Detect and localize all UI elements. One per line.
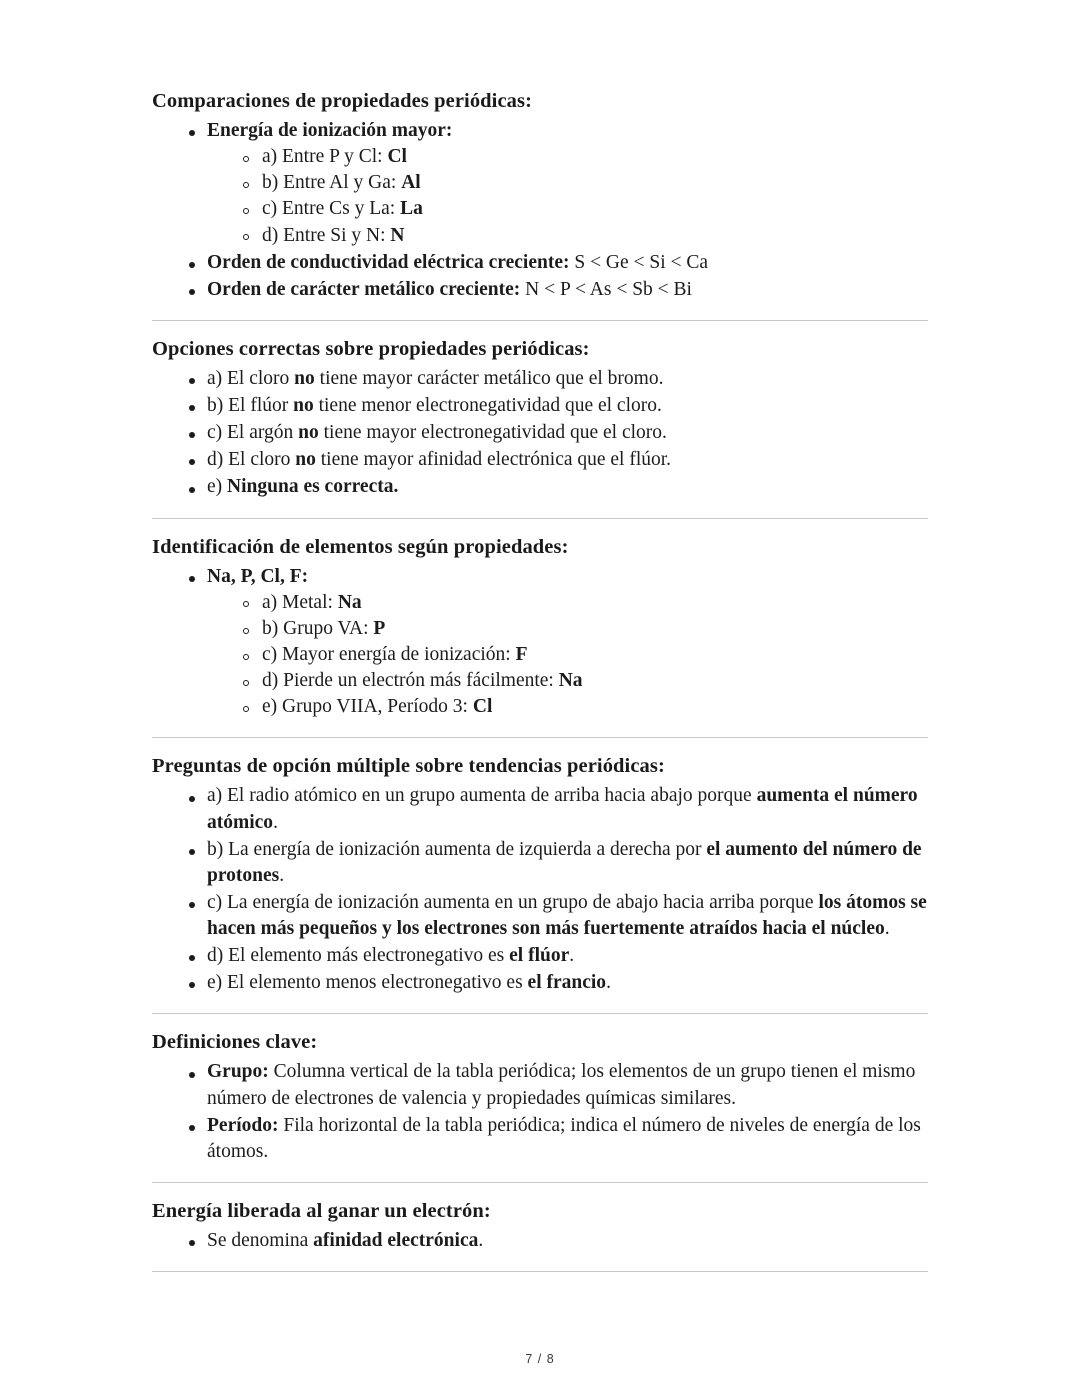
option-suffix: .	[569, 945, 575, 967]
option-emphasis: Ninguna es correcta.	[227, 476, 399, 498]
bullet-disc-icon	[189, 955, 195, 961]
option-prefix: a) El radio atómico en un grupo aumenta de arriba hacia abajo porque	[207, 785, 757, 807]
option-emphasis: no	[293, 395, 314, 417]
definition-term: Período:	[207, 1114, 279, 1136]
option-prefix: a) El cloro	[207, 367, 295, 389]
option-prefix: e)	[207, 476, 228, 498]
sub-item-answer: Na	[558, 670, 583, 692]
option-prefix: e) El elemento menos electronegativo es	[207, 972, 528, 994]
option-suffix: .	[279, 864, 285, 886]
list-item	[152, 277, 928, 303]
option-emphasis: afinidad electrónica	[313, 1230, 479, 1252]
section-heading: Opciones correctas sobre propiedades periódicas:	[152, 337, 590, 360]
list-item	[152, 1228, 928, 1254]
section-heading: Identificación de elementos según propiedades:	[152, 535, 569, 558]
list-item	[152, 393, 928, 419]
sub-item-answer: P	[373, 617, 386, 639]
section-opciones-correctas	[152, 336, 928, 501]
bullet-disc-icon	[189, 796, 195, 802]
section-energia-liberada	[152, 1198, 928, 1254]
option-emphasis: no	[294, 367, 315, 389]
option-emphasis: el aumento del número de protones	[207, 838, 922, 886]
list-item	[207, 590, 928, 616]
bullet-disc-icon	[189, 849, 195, 855]
sub-item-text: b) Grupo VA:	[262, 617, 374, 639]
list-level-1	[152, 366, 928, 501]
option-prefix: d) El elemento más electronegativo es	[207, 945, 510, 967]
bullet-disc-icon	[189, 289, 195, 295]
sub-item-answer: Al	[401, 172, 421, 194]
list-item	[207, 170, 928, 196]
sub-item-answer: La	[400, 198, 423, 220]
list-level-2	[207, 144, 928, 249]
list-level-1	[152, 118, 928, 303]
sub-item-text: b) Entre Al y Ga:	[262, 172, 402, 194]
bullet-circle-icon	[243, 654, 249, 660]
bullet-disc-icon	[189, 1240, 195, 1246]
list-item	[152, 943, 928, 969]
list-item-value: S < Ge < Si < Ca	[569, 251, 709, 273]
option-suffix: .	[606, 972, 611, 994]
list-level-2	[207, 590, 928, 721]
list-item-label: Energía de ionización mayor:	[207, 120, 453, 142]
section-preguntas-opcion-multiple	[152, 753, 928, 996]
bullet-disc-icon	[189, 262, 195, 268]
sub-item-text: d) Pierde un electrón más fácilmente:	[262, 670, 559, 692]
option-suffix: .	[884, 918, 890, 940]
bullet-circle-icon	[243, 706, 249, 712]
option-suffix: tiene mayor electronegatividad que el cloro.	[318, 422, 667, 444]
list-item	[207, 642, 928, 668]
list-item-label: Orden de conductividad eléctrica creciente:	[207, 251, 570, 273]
bullet-disc-icon	[189, 378, 195, 384]
option-prefix: c) El argón	[207, 422, 299, 444]
option-prefix: c) La energía de ionización aumenta en un grupo de abajo hacia arriba porque	[207, 891, 819, 913]
bullet-circle-icon	[243, 234, 249, 240]
list-item-label: Na, P, Cl, F:	[207, 565, 309, 587]
document-body	[152, 88, 928, 1272]
option-emphasis: no	[298, 422, 319, 444]
list-item	[152, 783, 928, 835]
list-item-value: N < P < As < Sb < Bi	[520, 278, 692, 300]
list-item	[152, 890, 928, 942]
section-comparaciones	[152, 88, 928, 303]
list-item	[152, 447, 928, 473]
sub-item-text: a) Metal:	[262, 591, 338, 613]
list-item	[152, 250, 928, 276]
option-emphasis: no	[295, 449, 316, 471]
bullet-disc-icon	[189, 576, 195, 582]
list-level-1	[152, 1059, 928, 1165]
option-suffix: .	[273, 811, 278, 833]
option-prefix: Se denomina	[207, 1230, 314, 1252]
bullet-circle-icon	[243, 628, 249, 634]
sub-item-answer: N	[390, 224, 405, 246]
sub-item-text: e) Grupo VIIA, Período 3:	[262, 696, 473, 718]
option-suffix: tiene mayor afinidad electrónica que el flúor.	[315, 449, 672, 471]
bullet-disc-icon	[189, 459, 195, 465]
option-prefix: b) La energía de ionización aumenta de izquierda a derecha por	[207, 838, 707, 860]
list-level-1	[152, 564, 928, 721]
bullet-disc-icon	[189, 1125, 195, 1131]
sub-item-text: d) Entre Si y N:	[262, 224, 391, 246]
list-item-label: Orden de carácter metálico creciente:	[207, 278, 521, 300]
section-divider	[152, 1271, 928, 1272]
page-number: 7 / 8	[525, 1352, 555, 1366]
list-level-1	[152, 783, 928, 996]
list-item	[152, 1113, 928, 1165]
bullet-circle-icon	[243, 182, 249, 188]
bullet-circle-icon	[243, 680, 249, 686]
sub-item-answer: Cl	[387, 146, 407, 168]
definition-text: Fila horizontal de la tabla periódica; indica el número de niveles de energía de los átomos.	[207, 1114, 921, 1162]
list-item	[207, 616, 928, 642]
list-item	[152, 970, 928, 996]
section-heading: Energía liberada al ganar un electrón:	[152, 1199, 491, 1222]
option-suffix: .	[478, 1230, 484, 1252]
section-heading: Preguntas de opción múltiple sobre tendencias periódicas:	[152, 755, 665, 778]
list-item	[152, 474, 928, 500]
section-identificacion	[152, 534, 928, 721]
sub-item-text: c) Entre Cs y La:	[262, 198, 401, 220]
option-prefix: b) El flúor	[207, 395, 294, 417]
section-heading: Definiciones clave:	[152, 1031, 318, 1054]
bullet-disc-icon	[189, 487, 195, 493]
sub-item-answer: Cl	[472, 696, 493, 718]
bullet-circle-icon	[243, 156, 249, 162]
bullet-disc-icon	[189, 1072, 195, 1078]
list-item	[207, 223, 928, 249]
list-item	[207, 668, 928, 694]
option-emphasis: aumenta el número atómico	[207, 785, 918, 833]
bullet-disc-icon	[189, 982, 195, 988]
bullet-disc-icon	[189, 432, 195, 438]
list-item	[152, 366, 928, 392]
list-item	[152, 420, 928, 446]
list-item	[152, 1059, 928, 1111]
option-prefix: d) El cloro	[207, 449, 296, 471]
section-heading: Comparaciones de propiedades periódicas:	[152, 90, 533, 112]
sub-item-answer: Na	[337, 591, 362, 613]
list-level-1	[152, 1228, 928, 1254]
bullet-disc-icon	[189, 405, 195, 411]
list-item	[207, 144, 928, 170]
option-emphasis: el flúor	[509, 945, 570, 967]
bullet-circle-icon	[243, 601, 249, 607]
definition-text: Columna vertical de la tabla periódica; los elementos de un grupo tienen el mismo número de electrones de valencia y propiedades químicas similares.	[207, 1061, 916, 1109]
list-item	[152, 564, 928, 721]
bullet-circle-icon	[243, 208, 249, 214]
option-suffix: tiene mayor carácter metálico que el bromo.	[314, 367, 664, 389]
bullet-disc-icon	[189, 130, 195, 136]
sub-item-text: c) Mayor energía de ionización:	[262, 644, 516, 666]
list-item	[207, 196, 928, 222]
list-item	[152, 837, 928, 889]
sub-item-answer: F	[515, 644, 528, 666]
list-item	[152, 118, 928, 249]
option-emphasis: el francio	[527, 972, 607, 994]
section-definiciones-clave	[152, 1029, 928, 1165]
option-emphasis: los átomos se hacen más pequeños y los electrones son más fuertemente atraídos hacia el núcleo	[207, 891, 927, 940]
list-item	[207, 694, 928, 720]
option-suffix: tiene menor electronegatividad que el cloro.	[313, 395, 662, 417]
definition-term: Grupo:	[207, 1061, 269, 1083]
bullet-disc-icon	[189, 902, 195, 908]
sub-item-text: a) Entre P y Cl:	[262, 146, 388, 168]
